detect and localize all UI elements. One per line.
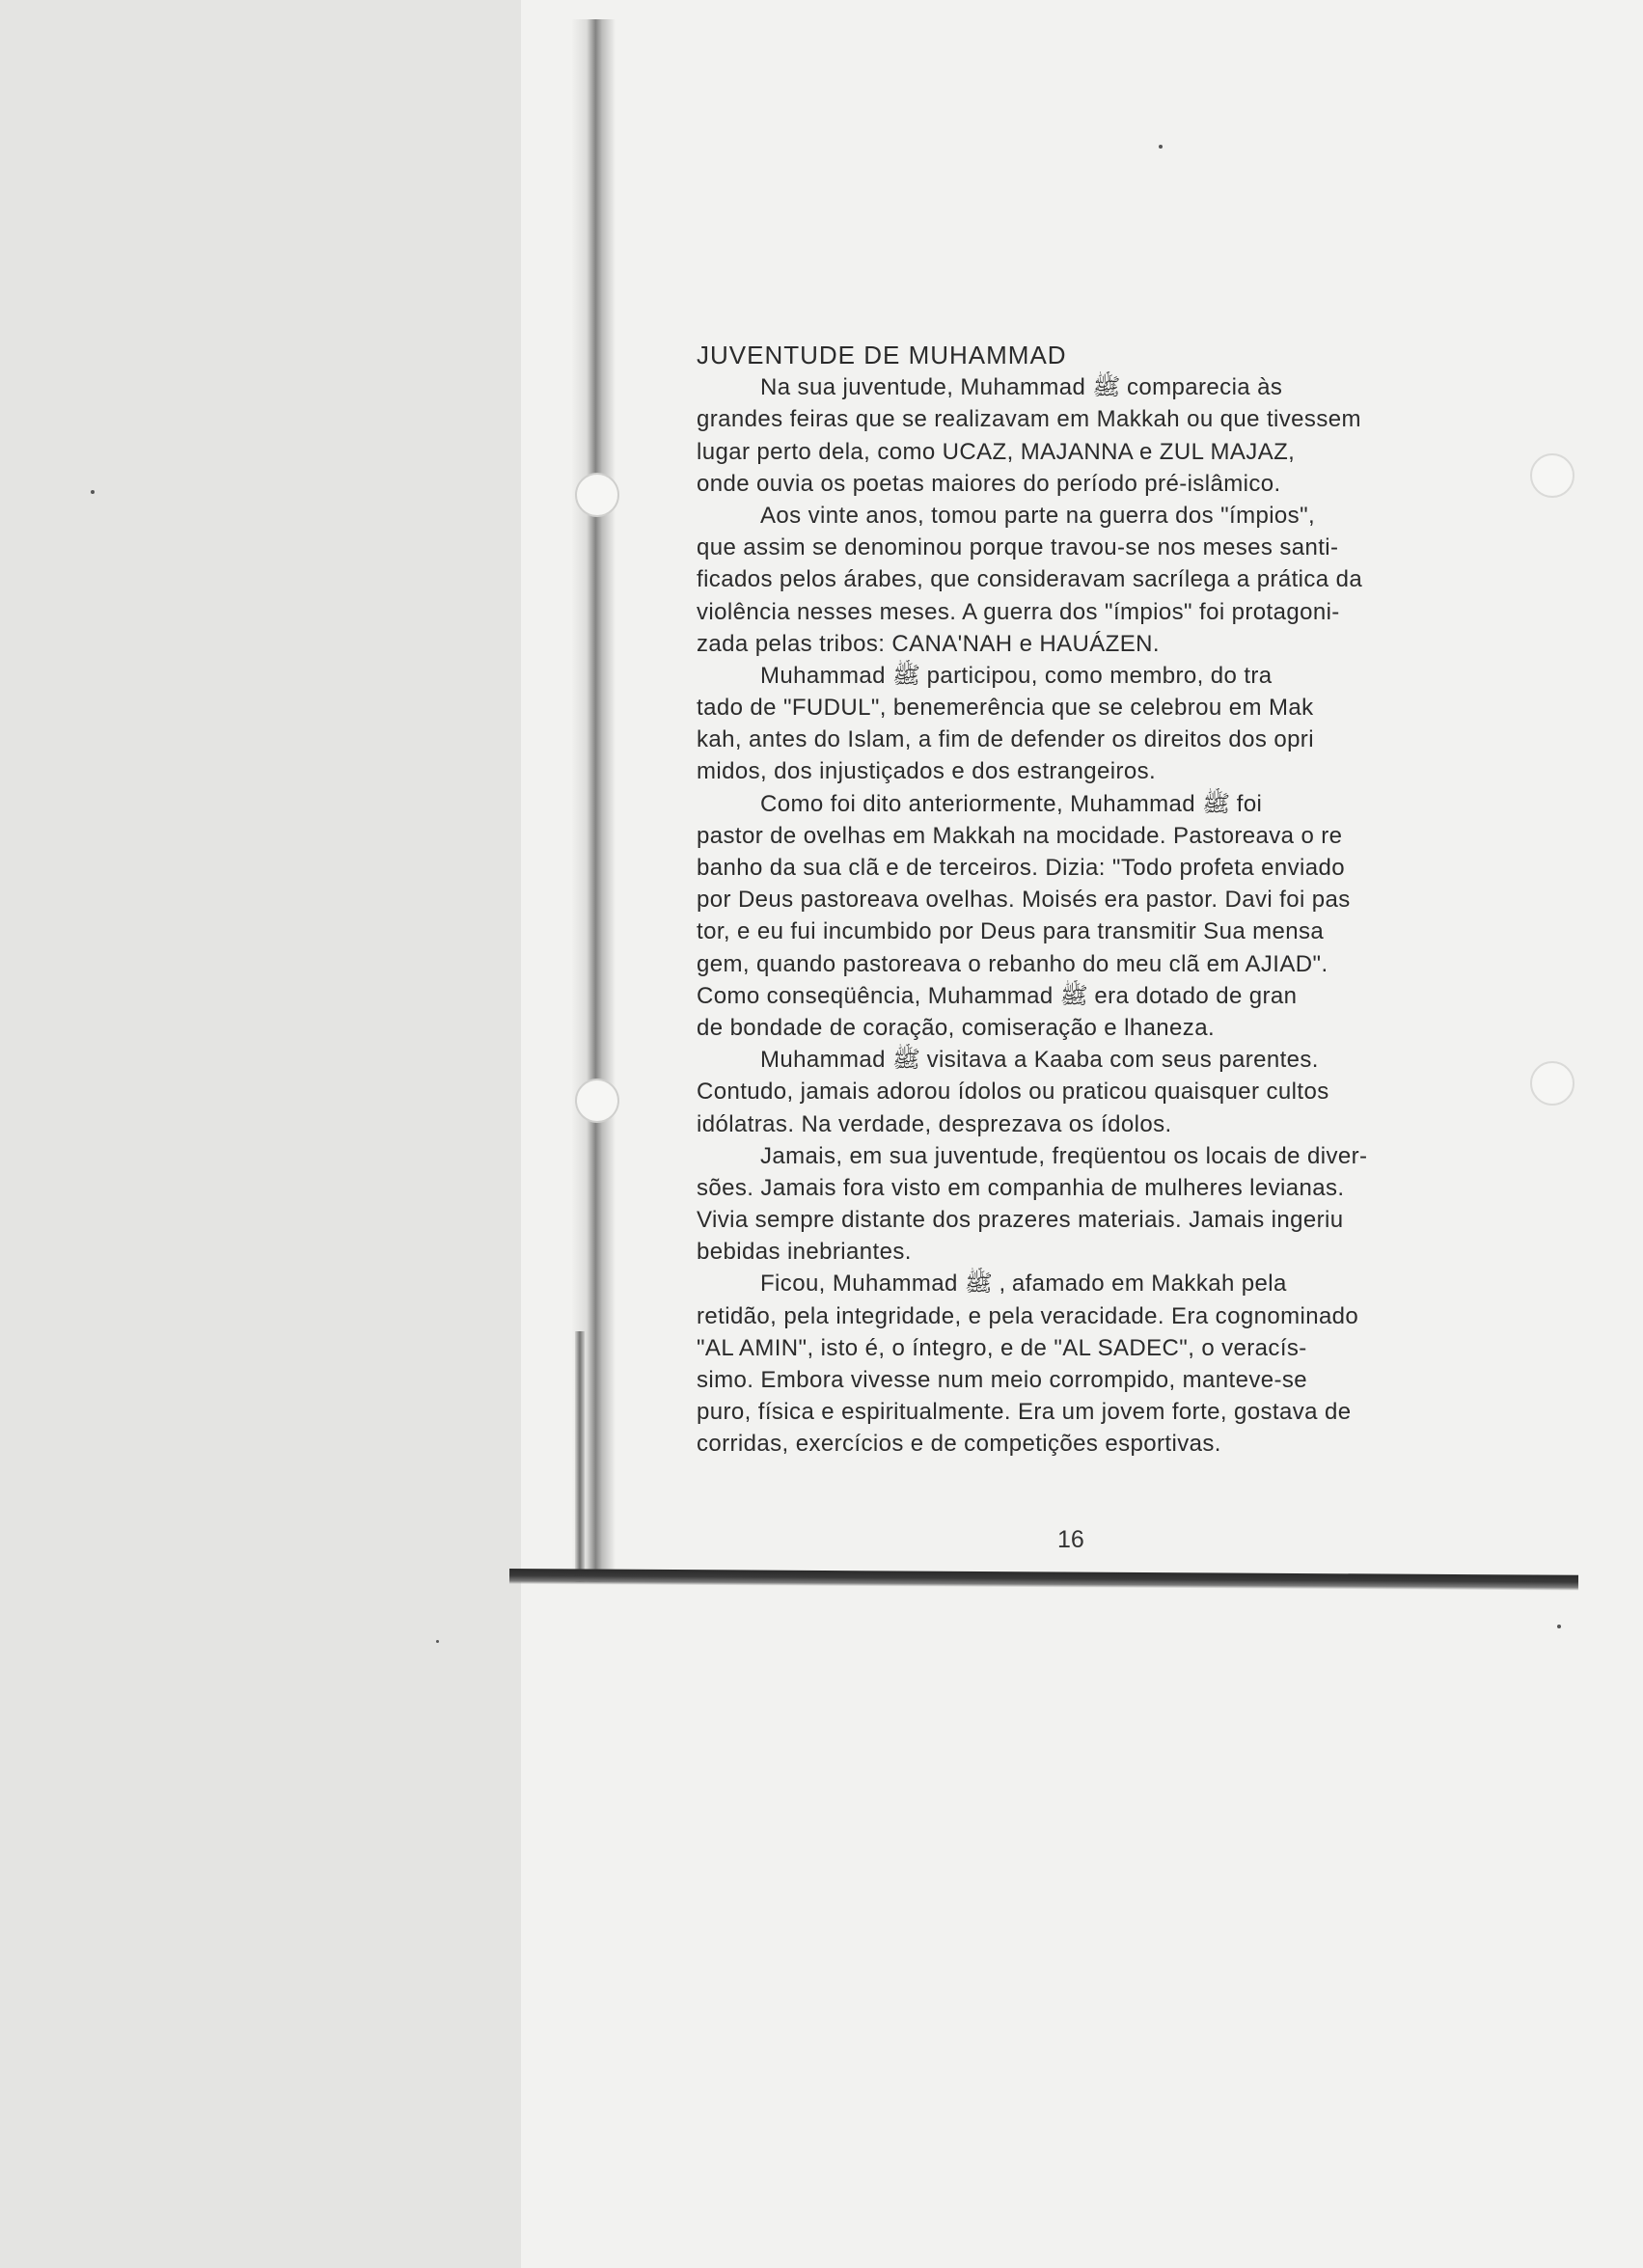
text-line: Na sua juventude, Muhammad ﷺ comparecia às — [760, 374, 1283, 401]
text-line: Aos vinte anos, tomou parte na guerra dos "ímpios", — [760, 502, 1316, 529]
text-line: idólatras. Na verdade, desprezava os ídolos. — [697, 1110, 1172, 1137]
text-line: por Deus pastoreava ovelhas. Moisés era pastor. Davi foi pas — [697, 887, 1351, 914]
text-line: puro, física e espiritualmente. Era um jovem forte, gostava de — [697, 1399, 1352, 1426]
text-line: Muhammad ﷺ visitava a Kaaba com seus parentes. — [760, 1047, 1319, 1074]
text-line: Como foi dito anteriormente, Muhammad ﷺ foi — [760, 790, 1263, 817]
text-line: Jamais, em sua juventude, freqüentou os locais de diver- — [760, 1142, 1368, 1169]
page-title: JUVENTUDE DE MUHAMMAD — [697, 341, 1067, 369]
text-line: pastor de ovelhas em Makkah na mocidade. Pastoreava o re — [697, 822, 1343, 849]
punch-hole — [1530, 453, 1575, 498]
text-line: bebidas inebriantes. — [697, 1239, 912, 1266]
text-line: Muhammad ﷺ participou, como membro, do tra — [760, 662, 1273, 689]
text-line: onde ouvia os poetas maiores do período pré-islâmico. — [697, 470, 1281, 497]
page-text — [697, 340, 1468, 1461]
text-line: violência nesses meses. A guerra dos "ímpios" foi protagoni- — [697, 598, 1340, 625]
punch-hole — [575, 1079, 619, 1123]
text-line: lugar perto dela, como UCAZ, MAJANNA e ZUL MAJAZ, — [697, 438, 1296, 465]
text-line: tor, e eu fui incumbido por Deus para transmitir Sua mensa — [697, 918, 1325, 945]
text-line: "AL AMIN", isto é, o íntegro, e de "AL SADEC", o veracís- — [697, 1334, 1307, 1361]
binding-dark-edge — [575, 1331, 585, 1582]
text-line: zada pelas tribos: CANA'NAH e HAUÁZEN. — [697, 630, 1160, 657]
text-line: tado de "FUDUL", benemerência que se celebrou em Mak — [697, 695, 1314, 722]
left-page-margin — [0, 0, 521, 2268]
text-line: Contudo, jamais adorou ídolos ou praticou quaisquer cultos — [697, 1079, 1329, 1106]
dust-speck — [91, 490, 95, 494]
dust-speck — [1159, 145, 1163, 149]
punch-hole — [1530, 1061, 1575, 1106]
text-line: de bondade de coração, comiseração e lhaneza. — [697, 1014, 1216, 1041]
text-line: simo. Embora vivesse num meio corrompido, manteve-se — [697, 1367, 1308, 1394]
text-line: banho da sua clã e de terceiros. Dizia: "Todo profeta enviado — [697, 855, 1345, 882]
text-line: Ficou, Muhammad ﷺ , afamado em Makkah pela — [760, 1271, 1287, 1298]
text-line: Vivia sempre distante dos prazeres materiais. Jamais ingeriu — [697, 1207, 1344, 1234]
text-line: gem, quando pastoreava o rebanho do meu clã em AJIAD". — [697, 950, 1328, 977]
text-line: Como conseqüência, Muhammad ﷺ era dotado de gran — [697, 982, 1298, 1009]
text-line: corridas, exercícios e de competições esportivas. — [697, 1431, 1221, 1458]
punch-hole — [575, 473, 619, 517]
dust-speck — [436, 1640, 439, 1643]
text-line: kah, antes do Islam, a fim de defender os direitos dos opri — [697, 726, 1314, 753]
text-line: retidão, pela integridade, e pela veracidade. Era cognominado — [697, 1302, 1359, 1329]
text-line: sões. Jamais fora visto em companhia de mulheres levianas. — [697, 1174, 1345, 1201]
text-line: midos, dos injustiçados e dos estrangeiros. — [697, 758, 1157, 785]
dust-speck — [1557, 1625, 1561, 1628]
text-line: ficados pelos árabes, que consideravam sacrílega a prática da — [697, 566, 1363, 593]
text-line: que assim se denominou porque travou-se nos meses santi- — [697, 534, 1339, 561]
text-line: grandes feiras que se realizavam em Makkah ou que tivessem — [697, 406, 1361, 433]
page-number: 16 — [1057, 1526, 1084, 1553]
